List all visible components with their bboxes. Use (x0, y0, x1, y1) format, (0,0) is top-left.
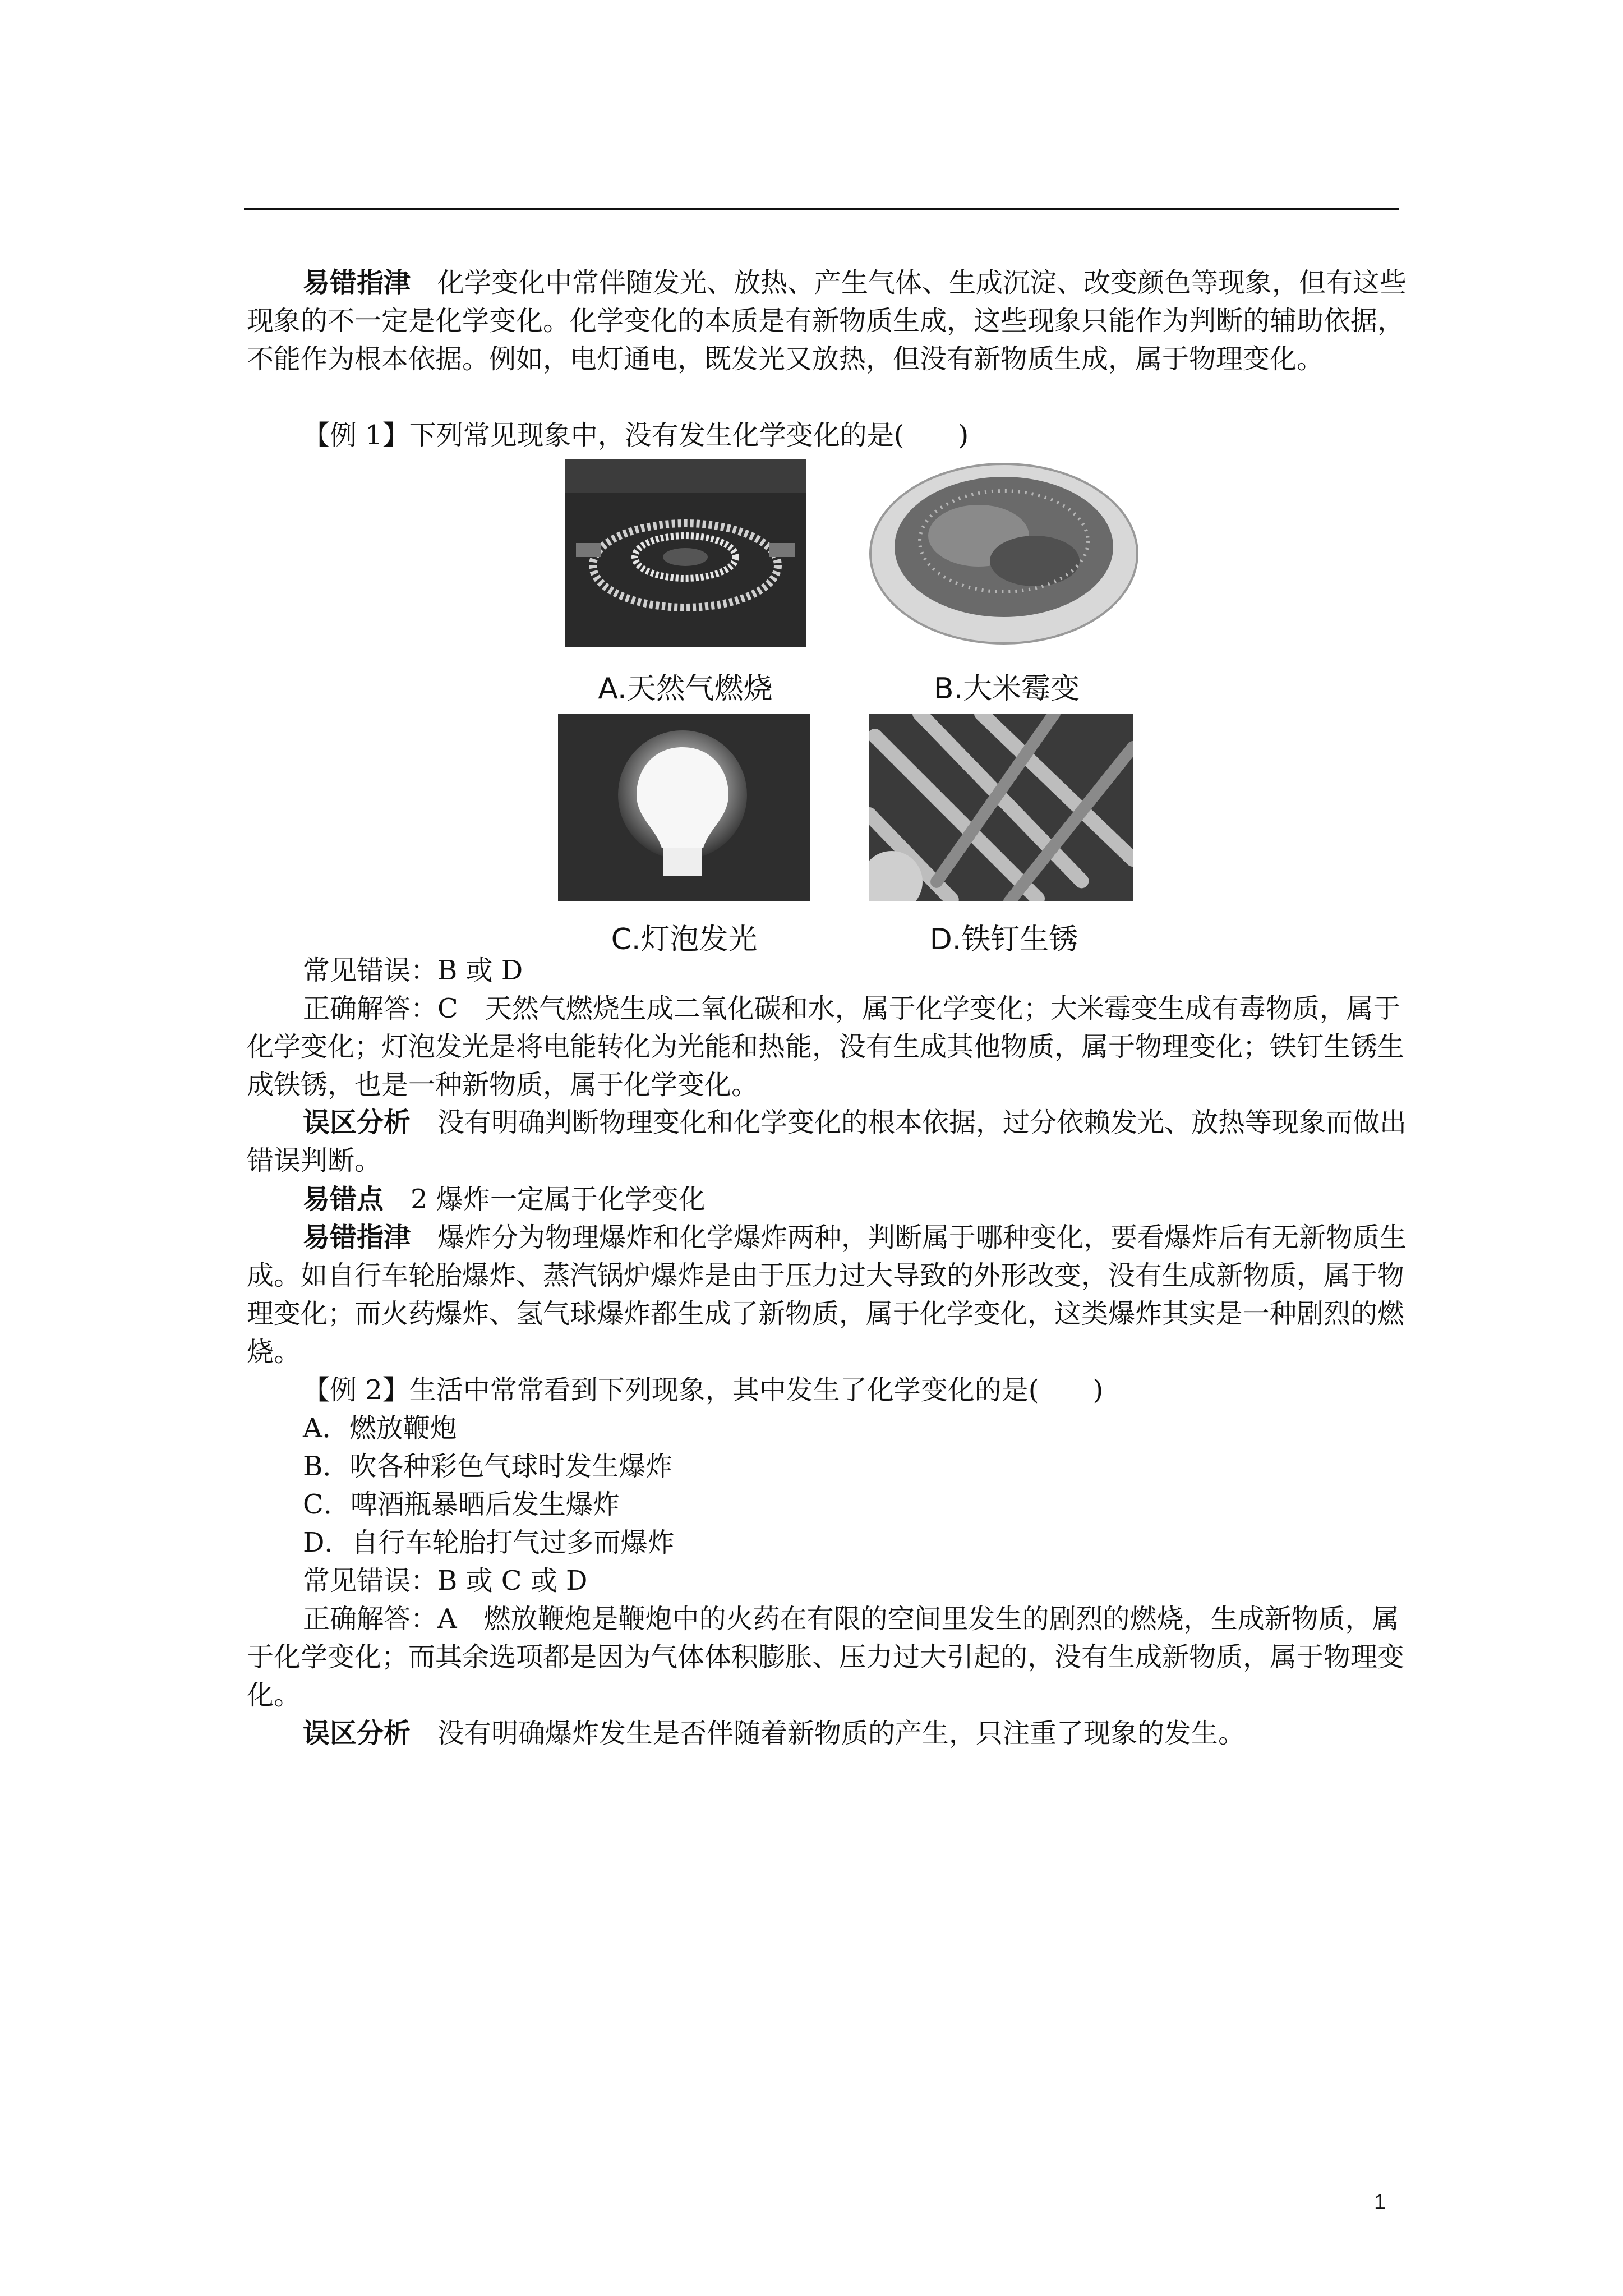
analysis-text-2: 没有明确爆炸发生是否伴随着新物质的产生，只注重了现象的发生。 (437, 1718, 1246, 1749)
caption-b: B.大米霉变 (933, 672, 1080, 706)
tip-paragraph-2 (247, 1218, 1408, 1371)
caption-d: D.铁钉生锈 (929, 923, 1078, 956)
option-b: B．吹各种彩色气球时发生爆炸 (303, 1451, 673, 1482)
example-2-answer: 正确解答：A 燃放鞭炮是鞭炮中的火药在有限的空间里发生的剧烈的燃烧，生成新物质，属于化学变化；而其余选项都是因为气体体积膨胀、压力过大引起的，没有生成新物质，属于物理变化。 (247, 1603, 1405, 1711)
caption-a: A.天然气燃烧 (598, 672, 773, 706)
example-2-analysis (247, 1714, 1408, 1752)
page-number: 1 (1374, 2191, 1386, 2214)
tip-text-2: 爆炸分为物理爆炸和化学爆炸两种，判断属于哪种变化，要看爆炸后有无新物质生成。如自行车轮胎爆炸、蒸汽锅炉爆炸是由于压力过大导致的外形改变，没有生成新物质，属于物理变化；而火药爆炸、氢气球爆炸都生成了新物质，属于化学变化，这类爆炸其实是一种剧烈的燃烧。 (247, 1222, 1407, 1368)
example-1-common-error: 常见错误：B 或 D (303, 955, 523, 986)
example-1-analysis (247, 1103, 1408, 1180)
gas-stove-image (565, 459, 806, 647)
option-c: C．啤酒瓶暴晒后发生爆炸 (303, 1489, 620, 1520)
analysis-label: 误区分析 (303, 1107, 411, 1138)
tip-label-2: 易错指津 (303, 1222, 411, 1253)
light-bulb-image (558, 714, 810, 901)
rusty-nails-image (869, 714, 1133, 901)
example-1-question: 【例 1】下列常见现象中，没有发生化学变化的是( ) (303, 420, 969, 451)
tip-paragraph-1 (247, 264, 1408, 378)
option-d: D．自行车轮胎打气过多而爆炸 (303, 1527, 675, 1558)
tip-text: 化学变化中常伴随发光、放热、产生气体、生成沉淀、改变颜色等现象，但有这些现象的不一定是化学变化。化学变化的本质是有新物质生成，这些现象只能作为判断的辅助依据，不能作为根本依据。例如，电灯通电，既发光又放热，但没有新物质生成，属于物理变化。 (247, 267, 1407, 375)
example-1-answer: 正确解答：C 天然气燃烧生成二氧化碳和水，属于化学变化；大米霉变生成有毒物质，属于化学变化；灯泡发光是将电能转化为光能和热能，没有生成其他物质，属于物理变化；铁钉生锈生成铁锈，也是一种新物质，属于化学变化。 (247, 993, 1405, 1101)
error-point-label: 易错点 (303, 1184, 384, 1215)
moldy-rice-image (866, 457, 1141, 651)
tip-label: 易错指津 (303, 267, 411, 298)
caption-c: C.灯泡发光 (611, 923, 758, 956)
header-rule (244, 208, 1399, 210)
option-a: A．燃放鞭炮 (303, 1412, 457, 1444)
example-2-question: 【例 2】生活中常常看到下列现象，其中发生了化学变化的是( ) (303, 1374, 1104, 1406)
error-point-title: 2 爆炸一定属于化学变化 (411, 1184, 706, 1215)
example-2-common-error: 常见错误：B 或 C 或 D (303, 1565, 588, 1596)
analysis-label-2: 误区分析 (303, 1718, 411, 1749)
analysis-text: 没有明确判断物理变化和化学变化的根本依据，过分依赖发光、放热等现象而做出错误判断。 (247, 1107, 1407, 1176)
error-point-2-heading (247, 1180, 1408, 1218)
